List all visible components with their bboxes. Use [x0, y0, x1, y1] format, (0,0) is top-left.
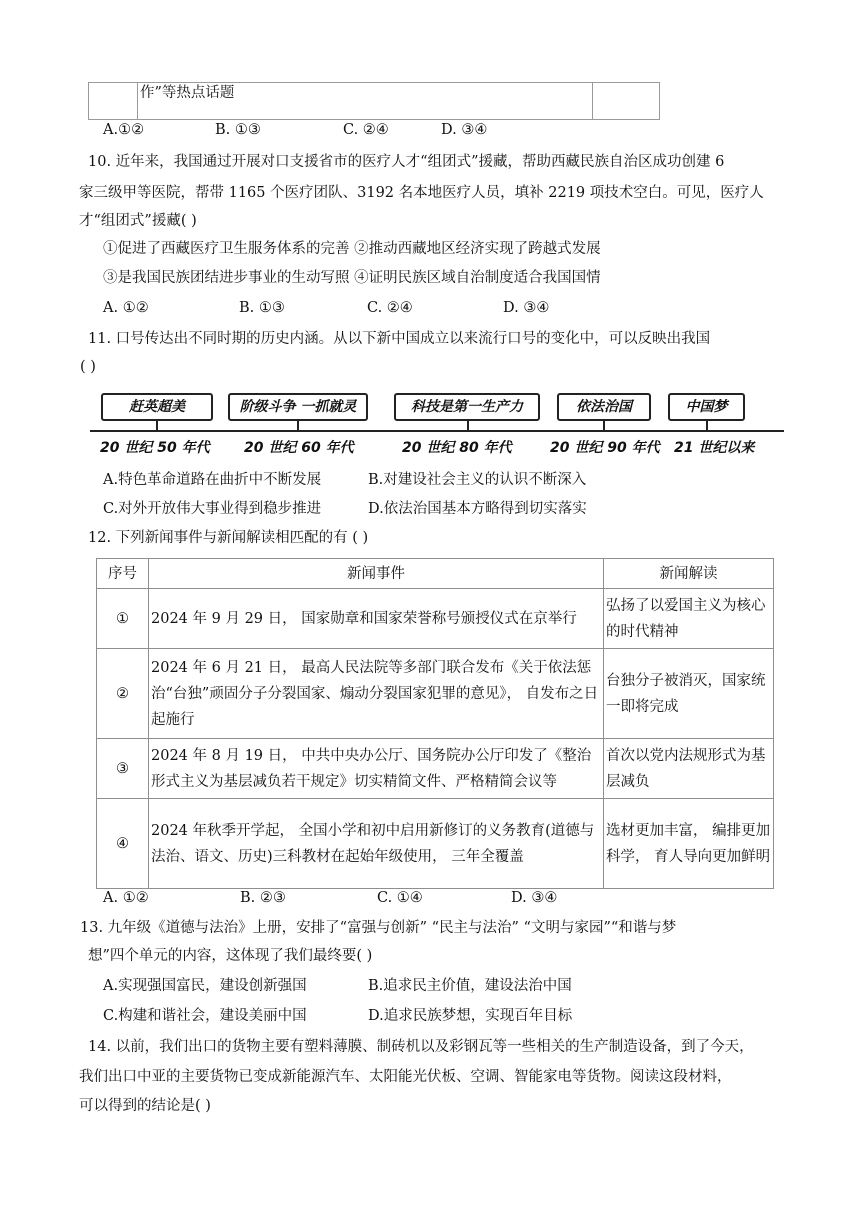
news-table-header-event: 新闻事件: [149, 559, 604, 589]
q13-stem-line1: 13. 九年级《道德与法治》上册，安排了“富强与创新” “民主与法治” “文明与家园”“和谐与梦: [80, 920, 677, 936]
q11-options-row2: [103, 499, 587, 519]
q14-stem-line3: 可以得到的结论是( ): [79, 1098, 211, 1114]
q14-stem-line2: 我们出口中亚的主要货物已变成新能源汽车、太阳能光伏板、空调、智能家电等货物。阅读这段材料，: [79, 1069, 732, 1085]
timeline-slogan-5: 中国梦: [668, 393, 745, 421]
row-number: ①: [97, 589, 149, 649]
q14-stem-line1: 14. 以前，我们出口的货物主要有塑料薄膜、制砖机以及彩钢瓦等一些相关的生产制造设备，到了今天，: [88, 1039, 754, 1055]
q11-option-c[interactable]: C.对外开放伟大事业得到稳步推进: [103, 501, 322, 517]
q13-option-c[interactable]: C.构建和谐社会，建设美丽中国: [103, 1008, 307, 1024]
news-interpretation: 选材更加丰富， 编排更加科学， 育人导向更加鲜明: [604, 799, 774, 889]
row-number: ②: [97, 649, 149, 739]
timeline-tick: [706, 421, 708, 431]
q9-option-c[interactable]: C. ②④: [343, 122, 389, 138]
timeline-period-5: 21 世纪以来: [674, 440, 755, 456]
q11-options-row1: [103, 470, 586, 490]
news-table: [96, 558, 774, 889]
timeline-tick: [297, 421, 299, 431]
q9-options: [103, 120, 487, 140]
q10-option-b[interactable]: B. ①③: [239, 300, 285, 316]
table-row: [97, 589, 774, 649]
q10-statements-2: ③是我国民族团结进步事业的生动写照 ④证明民族区域自治制度适合我国国情: [103, 270, 601, 286]
news-event: 2024 年 8 月 19 日， 中共中央办公厅、国务院办公厅印发了《整治形式主义为基层减负若干规定》切实精简文件、严格精简会议等: [149, 739, 604, 799]
q13-option-b[interactable]: B.追求民主价值，建设法治中国: [368, 978, 572, 994]
table-row: [97, 649, 774, 739]
q12-option-d[interactable]: D. ③④: [511, 890, 558, 906]
q13-option-a[interactable]: A.实现强国富民，建设创新强国: [103, 978, 307, 994]
news-interpretation: 台独分子被消灭，国家统一即将完成: [604, 649, 774, 739]
q12-option-a[interactable]: A. ①②: [103, 890, 149, 906]
news-interpretation: 弘扬了以爱国主义为核心的时代精神: [604, 589, 774, 649]
timeline-slogan-4: 依法治国: [557, 393, 651, 421]
q9-option-a[interactable]: A.①②: [103, 122, 145, 138]
q12-option-c[interactable]: C. ①④: [377, 890, 423, 906]
table-row: [97, 799, 774, 889]
q12-options: [103, 888, 557, 908]
timeline-period-1: 20 世纪 50 年代: [100, 440, 210, 456]
q10-option-d[interactable]: D. ③④: [503, 300, 550, 316]
q11-option-b[interactable]: B.对建设社会主义的认识不断深入: [368, 472, 587, 488]
timeline-slogan-3: 科技是第一生产力: [394, 393, 540, 421]
q10-option-c[interactable]: C. ②④: [367, 300, 413, 316]
q12-option-b[interactable]: B. ②③: [240, 890, 286, 906]
timeline-slogan-1: 赶英超美: [101, 393, 213, 421]
q10-stem-line3: 才“组团式”援藏( ): [79, 213, 197, 229]
news-table-header-num: 序号: [97, 559, 149, 589]
q13-options-row1: [103, 976, 572, 996]
q10-option-a[interactable]: A. ①②: [103, 300, 149, 316]
news-interpretation: 首次以党内法规形式为基层减负: [604, 739, 774, 799]
continuation-table: [88, 82, 660, 120]
q10-options: [103, 298, 549, 318]
continuation-text: 作”等热点话题: [138, 83, 593, 120]
q9-option-b[interactable]: B. ①③: [215, 122, 261, 138]
timeline-period-4: 20 世纪 90 年代: [550, 440, 660, 456]
timeline-tick: [603, 421, 605, 431]
q11-option-d[interactable]: D.依法治国基本方略得到切实落实: [368, 501, 587, 517]
q11-stem-line1: 11. 口号传达出不同时期的历史内涵。从以下新中国成立以来流行口号的变化中，可以反映出我国: [88, 331, 711, 347]
timeline-tick: [467, 421, 469, 431]
timeline-axis: [90, 430, 784, 432]
q11-stem-line2: ( ): [80, 359, 96, 375]
q10-statements-1: ①促进了西藏医疗卫生服务体系的完善 ②推动西藏地区经济实现了跨越式发展: [103, 241, 601, 257]
timeline-tick: [156, 421, 158, 431]
q13-stem-line2: 想”四个单元的内容，这体现了我们最终要( ): [88, 948, 373, 964]
q13-options-row2: [103, 1006, 572, 1026]
timeline-slogan-2: 阶级斗争 一抓就灵: [228, 393, 368, 421]
table-row: [97, 739, 774, 799]
q12-stem: 12. 下列新闻事件与新闻解读相匹配的有 ( ): [88, 530, 369, 546]
news-event: 2024 年秋季开学起， 全国小学和初中启用新修订的义务教育(道德与法治、语文、历史)三科教材在起始年级使用， 三年全覆盖: [149, 799, 604, 889]
q13-option-d[interactable]: D.追求民族梦想，实现百年目标: [368, 1008, 573, 1024]
continuation-cell-empty: [593, 83, 660, 120]
q10-stem-line2: 家三级甲等医院，帮带 1165 个医疗团队、3192 名本地医疗人员，填补 2219 项技术空白。可见，医疗人: [79, 185, 764, 201]
row-number: ④: [97, 799, 149, 889]
news-event: 2024 年 6 月 21 日， 最高人民法院等多部门联合发布《关于依法惩治“台独”顽固分子分裂国家、煽动分裂国家犯罪的意见》， 自发布之日起施行: [149, 649, 604, 739]
q9-option-d[interactable]: D. ③④: [441, 122, 488, 138]
news-table-header-interp: 新闻解读: [604, 559, 774, 589]
q11-option-a[interactable]: A.特色革命道路在曲折中不断发展: [103, 472, 322, 488]
timeline-period-3: 20 世纪 80 年代: [402, 440, 512, 456]
row-number: ③: [97, 739, 149, 799]
timeline-period-2: 20 世纪 60 年代: [244, 440, 354, 456]
news-event: 2024 年 9 月 29 日， 国家勋章和国家荣誉称号颁授仪式在京举行: [149, 589, 604, 649]
q10-stem-line1: 10. 近年来，我国通过开展对口支援省市的医疗人才“组团式”援藏，帮助西藏民族自治区成功创建 6: [88, 154, 725, 170]
continuation-cell-empty: [89, 83, 138, 120]
